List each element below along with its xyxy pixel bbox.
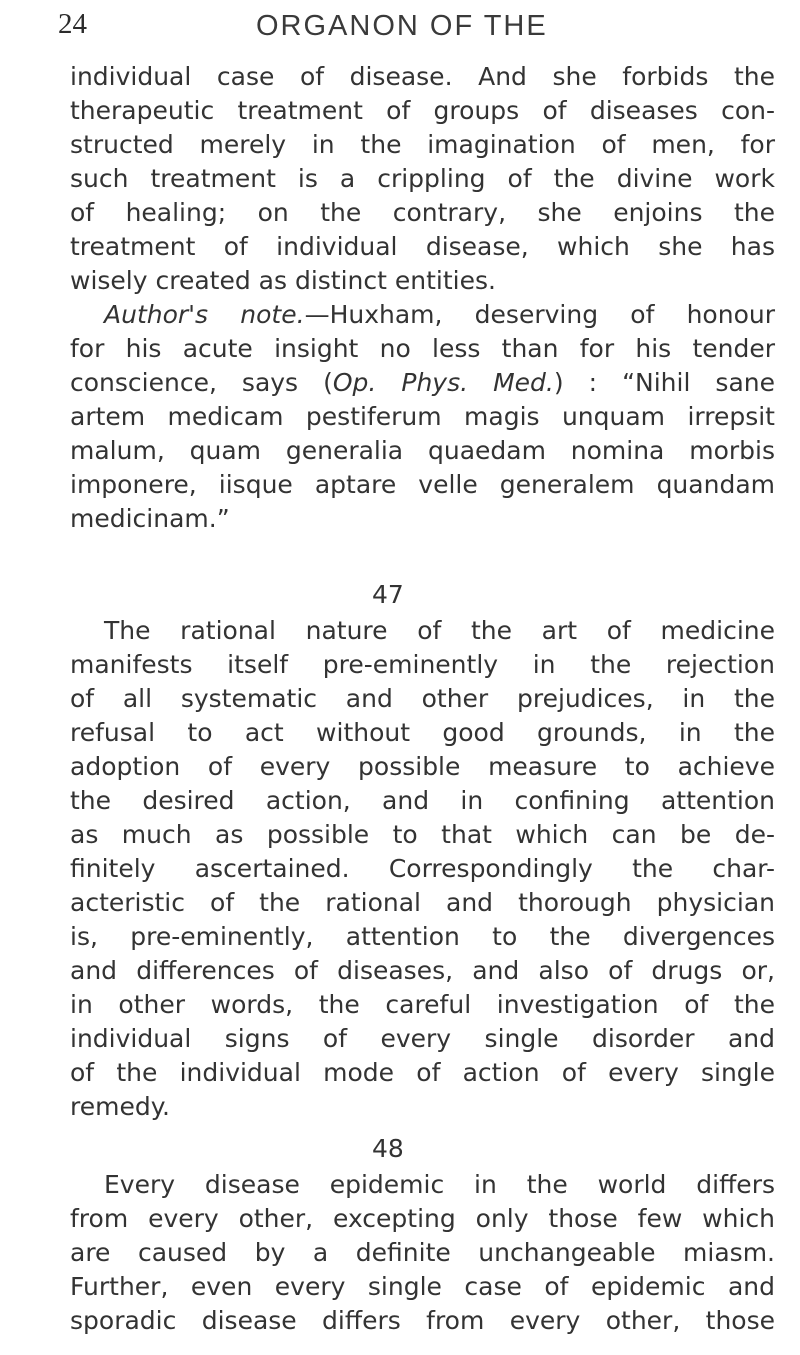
text-line: such treatment is a crippling of the divine work: [70, 164, 775, 193]
text-line: Every disease epidemic in the world differs: [104, 1170, 775, 1199]
page-number: 24: [58, 8, 87, 40]
text-line: is, pre-eminently, attention to the divergences: [70, 922, 775, 951]
quote-start: ) : “Nihil sane: [553, 368, 776, 397]
text-line: individual signs of every single disorder and: [70, 1024, 775, 1053]
text-line: of all systematic and other prejudices, in the: [70, 684, 775, 713]
latin-line: malum, quam generalia quaedam nomina morbis: [70, 436, 775, 465]
section-number-48: 48: [372, 1134, 404, 1163]
latin-line: medicinam.”: [70, 504, 230, 533]
text-line: adoption of every possible measure to achieve: [70, 752, 775, 781]
text-line: finitely ascertained. Correspondingly the char-: [70, 854, 775, 883]
text-line: the desired action, and in confining attention: [70, 786, 775, 815]
citation-line: [70, 366, 775, 400]
note-text: —Huxham, deserving of honour: [304, 300, 775, 329]
text-line: treatment of individual disease, which she has: [70, 232, 775, 261]
text-line: and differences of diseases, and also of drugs or,: [70, 956, 775, 985]
text-line: for his acute insight no less than for his tender: [70, 334, 775, 363]
says-text: conscience, says (: [70, 368, 333, 397]
text-line: acteristic of the rational and thorough physician: [70, 888, 775, 917]
running-title: ORGANON OF THE: [256, 10, 548, 42]
text-line: of healing; on the contrary, she enjoins the: [70, 198, 775, 227]
section-48-text: [70, 1168, 775, 1338]
authors-note-label: Author's note.: [104, 300, 305, 329]
text-line: from every other, excepting only those few which: [70, 1204, 775, 1233]
text-line: as much as possible to that which can be de-: [70, 820, 775, 849]
section-number-47: 47: [372, 580, 404, 609]
text-line: individual case of disease. And she forbids the: [70, 62, 775, 91]
section-47-text: [70, 614, 775, 1124]
text-line: Further, even every single case of epidemic and: [70, 1272, 775, 1301]
latin-line: imponere, iisque aptare velle generalem quandam: [70, 470, 775, 499]
latin-line: artem medicam pestiferum magis unquam irrepsit: [70, 402, 775, 431]
text-line: therapeutic treatment of groups of diseases con-: [70, 96, 775, 125]
text-line: manifests itself pre-eminently in the rejection: [70, 650, 775, 679]
text-line: of the individual mode of action of every single: [70, 1058, 775, 1087]
text-line: sporadic disease differs from every other, those: [70, 1306, 775, 1335]
text-line: remedy.: [70, 1092, 170, 1121]
citation-title: Op. Phys. Med.: [332, 368, 554, 397]
authors-note-line: [70, 298, 775, 332]
text-line: structed merely in the imagination of men, for: [70, 130, 775, 159]
text-line: are caused by a definite unchangeable miasm.: [70, 1238, 775, 1267]
text-line: The rational nature of the art of medicine: [104, 616, 775, 645]
paragraph-continuation: [70, 60, 775, 536]
text-line: in other words, the careful investigation of the: [70, 990, 775, 1019]
text-line: refusal to act without good grounds, in the: [70, 718, 775, 747]
text-line: wisely created as distinct entities.: [70, 266, 496, 295]
running-head: [58, 8, 778, 48]
